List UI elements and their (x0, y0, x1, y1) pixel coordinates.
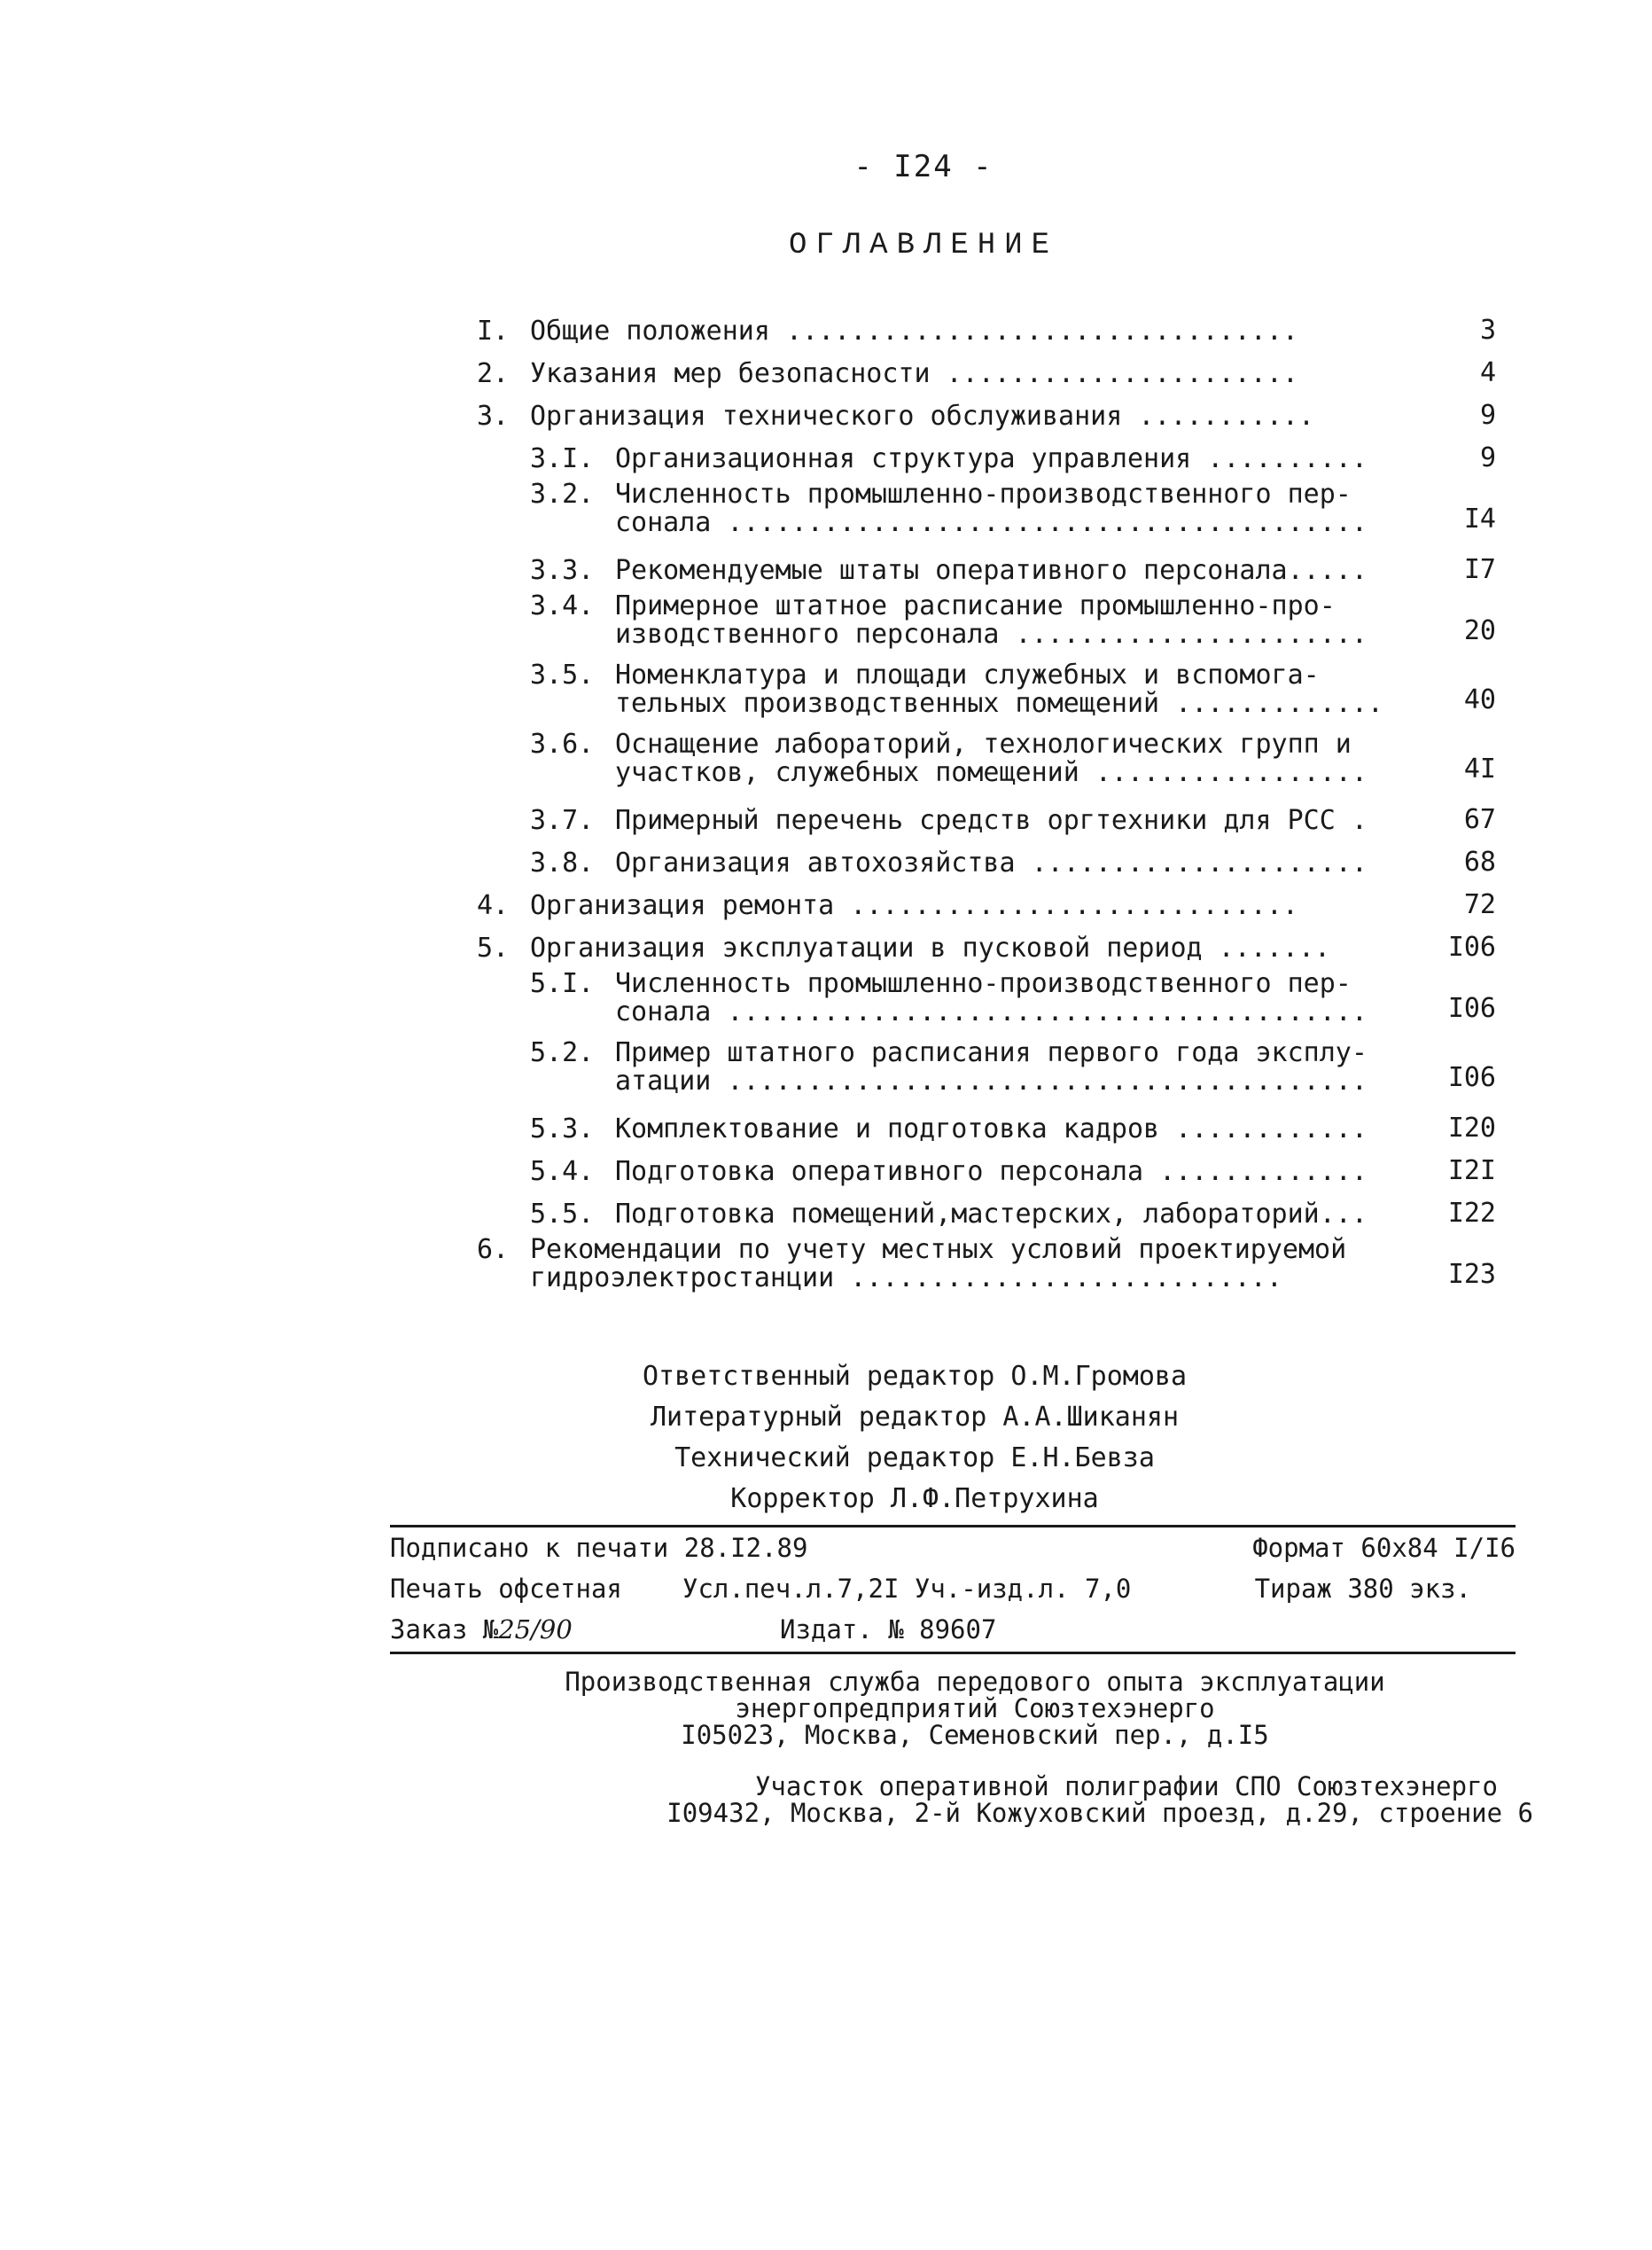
toc-entry (477, 1193, 1496, 1236)
imprint-run: Тираж 380 экз. (1254, 1574, 1471, 1604)
toc-entry-title (615, 1115, 1407, 1144)
credit-line: Ответственный редактор О.М.Громова (642, 1361, 1188, 1392)
toc-entry-title (615, 1200, 1407, 1229)
toc-entry-title-line: участков, служебных помещений ................. (615, 759, 1368, 787)
toc-entry-page: I4 (1463, 504, 1496, 535)
toc-entry-title (615, 661, 1407, 718)
toc-entry-number: 5.2. (530, 1037, 595, 1068)
toc-entry-page: I7 (1463, 554, 1496, 585)
toc-entry-page: 67 (1463, 804, 1496, 835)
credit-line: Корректор Л.Ф.Петрухина (730, 1483, 1099, 1514)
toc-entry-number: 4. (477, 890, 510, 921)
toc-entry-number: 3.4. (530, 590, 595, 621)
toc-entry (477, 310, 1496, 353)
toc-entry-title (615, 1039, 1407, 1096)
toc-entry-number: 3.2. (530, 479, 595, 510)
toc-entry-page: 68 (1463, 847, 1496, 878)
toc-entry-number: 3.5. (530, 660, 595, 691)
toc-entry-title-line: сонала ........................................ (615, 998, 1368, 1027)
toc-entry (477, 1151, 1496, 1193)
toc-entry-title-line: Организация технического обслуживания ........... (530, 402, 1315, 431)
toc-entry-title-line: Численность промышленно-производственного пер- (615, 480, 1352, 509)
publisher-line: энергопредприятий Союзтехэнерго (735, 1693, 1215, 1723)
toc-entry-title-line: Организация автохозяйства ..................... (615, 849, 1368, 878)
toc-entry-title-line: Рекомендации по учету местных условий проектируемой (530, 1236, 1347, 1264)
page-number: - I24 - (853, 149, 994, 184)
toc-entry-title-line: Оснащение лабораторий, технологических групп и (615, 730, 1352, 759)
toc-entry-number: 5.5. (530, 1199, 595, 1230)
toc-entry-number: 5. (477, 933, 510, 964)
toc-entry-title (615, 849, 1407, 878)
imprint-row (390, 1568, 1516, 1609)
toc-entry (477, 592, 1496, 661)
toc-entry-number: 5.4. (530, 1156, 595, 1187)
toc-entry-page: 20 (1463, 615, 1496, 646)
publisher-block (443, 1668, 1507, 1748)
toc-entry-title-line: тельных производственных помещений ............. (615, 690, 1383, 718)
toc-entry-page: I23 (1447, 1259, 1496, 1290)
imprint-order-value: 25/90 (498, 1614, 573, 1645)
toc-entry-page: I20 (1447, 1113, 1496, 1144)
imprint-order-label: Заказ № (390, 1614, 499, 1645)
toc-entry-title (615, 1158, 1407, 1186)
toc-entry (477, 480, 1496, 550)
toc-entry-title (530, 934, 1407, 963)
imprint-order (390, 1609, 573, 1650)
toc-entry-title-line: Численность промышленно-производственного пер- (615, 970, 1352, 998)
toc-entry (477, 438, 1496, 480)
toc-entry-number: 3.I. (530, 443, 595, 474)
toc-entry-page: 3 (1479, 315, 1496, 346)
toc-entry-title (615, 970, 1407, 1027)
table-of-contents (477, 310, 1496, 1305)
toc-entry-page: I06 (1447, 1062, 1496, 1093)
credit-line: Технический редактор Е.Н.Бевза (674, 1442, 1155, 1473)
toc-entry-page: 9 (1479, 400, 1496, 431)
toc-entry-page: 9 (1479, 442, 1496, 473)
toc-entry-number: 2. (477, 358, 510, 389)
toc-entry-page: 4I (1463, 754, 1496, 785)
toc-entry-title (615, 807, 1407, 835)
toc-entry-title-line: Организация ремонта ............................ (530, 892, 1298, 920)
toc-entry-title (530, 892, 1407, 920)
credits (0, 1356, 1652, 1520)
toc-entry-title (615, 445, 1407, 473)
toc-entry-title-line: атации ........................................ (615, 1067, 1368, 1096)
toc-entry (477, 927, 1496, 970)
toc-entry-title (615, 557, 1407, 585)
toc-entry-title-line: Рекомендуемые штаты оперативного персонала..... (615, 557, 1368, 585)
toc-entry-title (615, 592, 1407, 649)
toc-entry (477, 1108, 1496, 1151)
toc-entry-page: 4 (1479, 357, 1496, 388)
toc-entry-title-line: Организация эксплуатации в пусковой период ....... (530, 934, 1331, 963)
toc-entry-number: 3.6. (530, 729, 595, 760)
toc-entry (477, 550, 1496, 592)
printer-line: Участок оперативной полиграфии СПО Союзтехэнерго (754, 1771, 1498, 1801)
toc-entry-number: 6. (477, 1234, 510, 1265)
toc-entry-title-line: изводственного персонала ...................... (615, 621, 1368, 649)
toc-entry-title-line: Пример штатного расписания первого года эксплу- (615, 1039, 1368, 1067)
toc-entry (477, 1236, 1496, 1305)
credit-line: Литературный редактор А.А.Шиканян (650, 1402, 1180, 1433)
toc-entry (477, 395, 1496, 438)
toc-entry-number: 5.I. (530, 968, 595, 999)
printer-line: I09432, Москва, 2-й Кожуховский проезд, д.29, строение 6 (666, 1798, 1533, 1828)
imprint-signed: Подписано к печати 28.I2.89 (390, 1533, 808, 1563)
toc-entry (477, 353, 1496, 395)
toc-entry-title-line: Подготовка помещений,мастерских, лабораторий... (615, 1200, 1368, 1229)
toc-entry-number: 5.3. (530, 1113, 595, 1145)
toc-entry (477, 970, 1496, 1039)
printer-block (496, 1773, 1533, 1826)
toc-entry (477, 1039, 1496, 1108)
toc-entry (477, 842, 1496, 885)
toc-entry (477, 730, 1496, 800)
imprint-sheets: Усл.печ.л.7,2I Уч.-изд.л. 7,0 (682, 1574, 1132, 1604)
toc-title: ОГЛАВЛЕНИЕ (788, 229, 1059, 262)
imprint-bottom-rule (390, 1652, 1516, 1654)
toc-entry-number: I. (477, 316, 510, 347)
toc-entry (477, 661, 1496, 730)
toc-entry-title-line: Номенклатура и площади служебных и вспомога- (615, 661, 1320, 690)
toc-entry-title-line: Указания мер безопасности ...................... (530, 360, 1298, 388)
imprint-row (390, 1609, 1516, 1650)
toc-entry-title-line: Подготовка оперативного персонала ............. (615, 1158, 1368, 1186)
toc-entry-page: 40 (1463, 684, 1496, 715)
toc-entry-title (615, 730, 1407, 787)
publisher-line: Производственная служба передового опыта эксплуатации (565, 1667, 1385, 1697)
toc-entry-page: I22 (1447, 1198, 1496, 1229)
toc-entry-page: I2I (1447, 1155, 1496, 1186)
toc-entry-number: 3.7. (530, 805, 595, 836)
toc-entry-number: 3. (477, 401, 510, 432)
imprint-row (390, 1527, 1516, 1568)
toc-entry-title (530, 1236, 1407, 1293)
toc-entry-title-line: Общие положения ................................ (530, 317, 1298, 346)
toc-entry-number: 3.3. (530, 555, 595, 586)
toc-entry-number: 3.8. (530, 848, 595, 879)
toc-entry-title (615, 480, 1407, 537)
toc-entry-title-line: сонала ........................................ (615, 509, 1368, 537)
publisher-line: I05023, Москва, Семеновский пер., д.I5 (681, 1720, 1269, 1750)
toc-entry-page: I06 (1447, 993, 1496, 1024)
toc-entry (477, 885, 1496, 927)
toc-entry-title (530, 317, 1407, 346)
toc-entry-page: 72 (1463, 889, 1496, 920)
imprint-format: Формат 60х84 I/I6 (1252, 1533, 1516, 1563)
toc-entry-title-line: Организационная структура управления .......... (615, 445, 1368, 473)
imprint-print-type: Печать офсетная (390, 1574, 622, 1604)
toc-entry-title (530, 360, 1407, 388)
toc-entry-title-line: гидроэлектростанции ........................... (530, 1264, 1282, 1293)
toc-entry-title-line: Примерное штатное расписание промышленно-про- (615, 592, 1336, 621)
toc-entry-title-line: Комплектование и подготовка кадров ............ (615, 1115, 1368, 1144)
imprint-block (390, 1525, 1516, 1654)
imprint-edition: Издат. № 89607 (780, 1614, 997, 1645)
toc-entry-page: I06 (1447, 932, 1496, 963)
toc-entry-title-line: Примерный перечень средств оргтехники для РСС . (615, 807, 1368, 835)
toc-entry-title (530, 402, 1407, 431)
toc-entry (477, 800, 1496, 842)
